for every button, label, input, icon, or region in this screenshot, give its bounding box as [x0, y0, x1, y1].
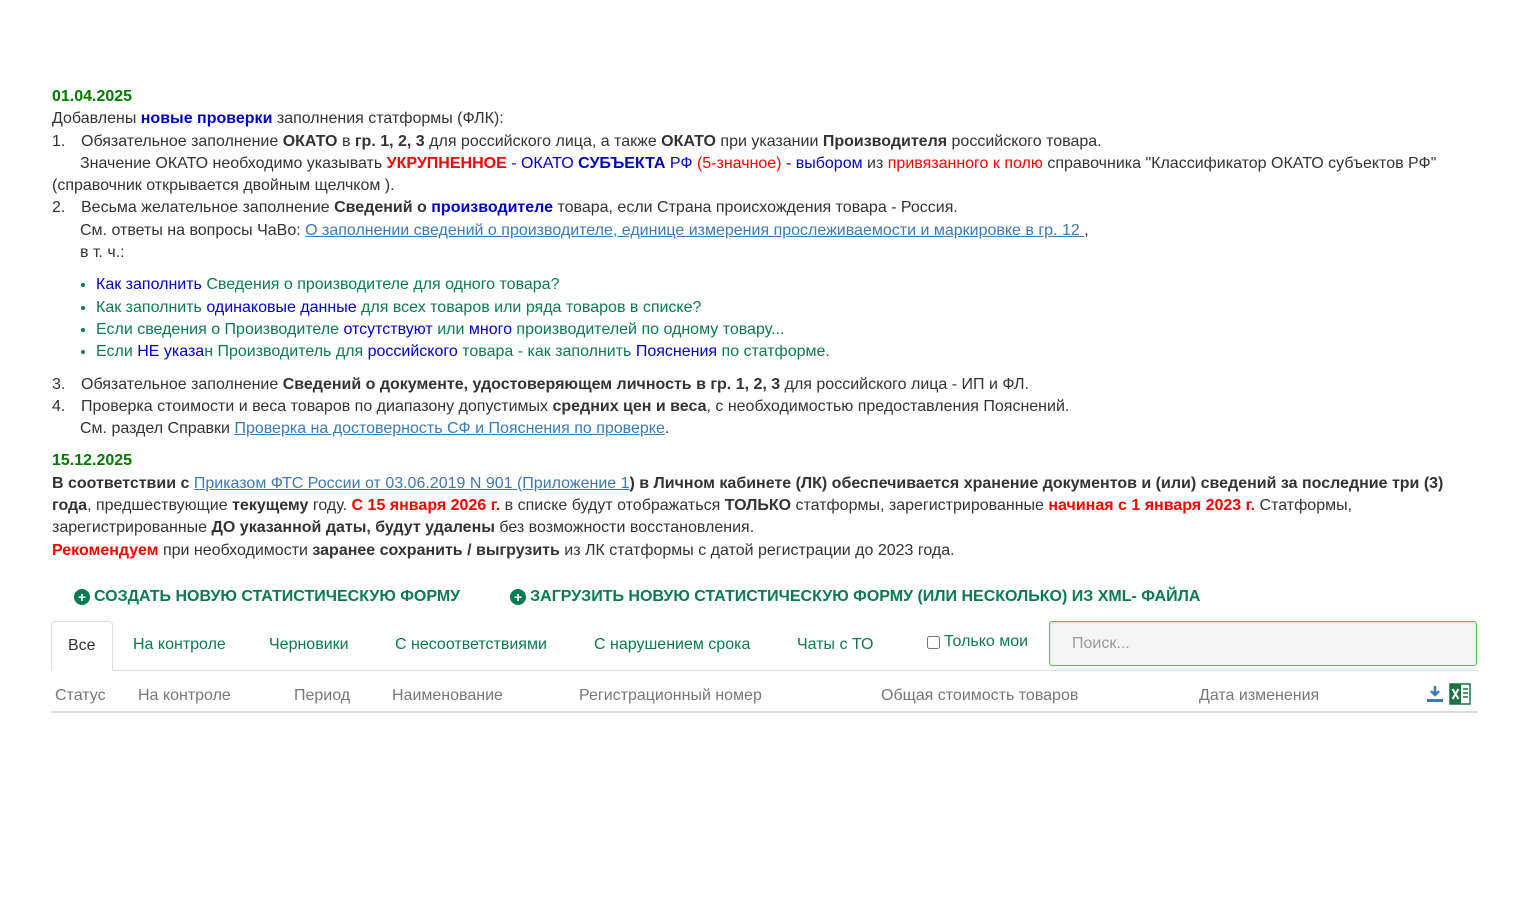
plus-circle-icon: +: [74, 589, 90, 605]
help-verification-link[interactable]: Проверка на достоверность СФ и Пояснения по проверке: [234, 420, 665, 438]
text: Производителя: [822, 132, 948, 150]
text: гр. 1, 2, 3: [354, 132, 425, 150]
text: Обязательное заполнение: [81, 375, 283, 393]
text: для всех товаров или ряда товаров в списке?: [356, 298, 702, 316]
text: российского товара.: [947, 132, 1102, 150]
text: российского: [367, 343, 458, 361]
text: из: [862, 154, 888, 172]
point-number: 3.: [52, 375, 66, 393]
text: Как заполнить: [96, 276, 202, 294]
text: , с необходимостью предоставления Пояснений.: [706, 397, 1070, 415]
point-number: 1.: [52, 132, 66, 150]
column-date-modified[interactable]: Дата изменения: [1199, 687, 1320, 704]
text: по статформе.: [717, 343, 830, 361]
text: С 15 января 2026 г.: [351, 497, 501, 515]
news-intro: [52, 108, 1482, 130]
news-recommendation: [52, 540, 1482, 562]
text: или: [432, 320, 469, 338]
text: привязанного к полю: [887, 154, 1043, 172]
text: РФ: [665, 154, 697, 172]
news-point-1-line2: [52, 153, 1482, 175]
tab-overdue[interactable]: С нарушением срока: [594, 636, 751, 653]
news-point-2: [52, 197, 1482, 219]
excel-export-icon[interactable]: [1449, 683, 1471, 705]
text: ТОЛЬКО: [724, 497, 792, 515]
column-name[interactable]: Наименование: [392, 687, 503, 704]
text: См. раздел Справки: [80, 420, 235, 438]
text: Сведений о: [334, 199, 432, 217]
faq-manufacturer-link[interactable]: О заполнении сведений о производителе, единице измерения прослеживаемости и маркировке в гр. 12: [305, 221, 1085, 239]
text: справочника "Классификатор ОКАТО субъектов РФ": [1042, 154, 1437, 172]
column-period[interactable]: Период: [294, 687, 351, 704]
text: из ЛК статформы с датой регистрации до 2023 года.: [559, 541, 955, 559]
text: Пояснения: [635, 343, 718, 361]
news-point-2-line2: [52, 220, 1482, 242]
text: ДО указанной даты, будут удалены: [211, 519, 495, 537]
text: средних цен и веса: [552, 397, 707, 415]
text: для российского лица - ИП и ФЛ.: [780, 375, 1029, 393]
column-reg-number[interactable]: Регистрационный номер: [579, 687, 762, 704]
text: много: [468, 320, 512, 338]
text: ОКАТО: [661, 132, 716, 150]
text: (5-значное): [696, 154, 782, 172]
text: отсутствуют: [343, 320, 433, 338]
only-mine-label: Только мои: [944, 633, 1029, 650]
text: В соответствии с: [52, 474, 194, 492]
text: ,: [1084, 221, 1089, 239]
text: товара - как заполнить: [457, 343, 636, 361]
column-total-cost[interactable]: Общая стоимость товаров: [881, 687, 1079, 704]
text: УКРУПНЕННОЕ: [386, 154, 507, 172]
point-number: 2.: [52, 199, 66, 217]
list-item: [96, 274, 1482, 296]
point-number: 4.: [52, 397, 66, 415]
text: Как заполнить: [96, 298, 207, 316]
only-mine-filter[interactable]: [927, 633, 1028, 651]
text: Весьма желательное заполнение: [81, 199, 335, 217]
text: - ОКАТО: [506, 154, 579, 172]
tab-all[interactable]: Все: [51, 621, 113, 671]
text: без возможности восстановления.: [494, 519, 755, 537]
text: и (или) сведений за последние: [1136, 474, 1392, 492]
create-form-button[interactable]: [74, 588, 460, 606]
text: Рекомендуем: [52, 541, 159, 559]
text: Добавлены: [52, 110, 141, 128]
text: три (3) года: [52, 474, 1444, 515]
news-section: [52, 86, 1482, 562]
column-on-control[interactable]: На контроле: [138, 687, 231, 704]
text: в списке будут отображаться: [500, 497, 725, 515]
news-point-1-line3: (справочник открывается двойным щелчком ).: [52, 177, 395, 195]
text: новые проверки: [140, 110, 273, 128]
text: См. ответы на вопросы ЧаВо:: [80, 221, 306, 239]
text: Если сведения о Производителе: [96, 320, 344, 338]
text: одинаковые данные: [206, 298, 357, 316]
tab-chats[interactable]: Чаты с ТО: [797, 636, 874, 653]
faq-bullet-list: [52, 274, 1482, 363]
news-point-2-line3: в т. ч.:: [80, 244, 125, 262]
filter-tabs-bar: [51, 621, 1478, 671]
only-mine-checkbox[interactable]: [927, 636, 940, 649]
news-point-4-line2: [52, 418, 1482, 440]
plus-circle-icon: +: [510, 589, 526, 605]
text: статформы, зарегистрированные: [791, 497, 1049, 515]
news-date: 01.04.2025: [52, 88, 133, 105]
text: Если: [96, 343, 138, 361]
text: для российского лица, а также: [424, 132, 662, 150]
download-icon[interactable]: [1426, 684, 1444, 704]
action-bar: [74, 588, 1200, 606]
create-form-label: СОЗДАТЬ НОВУЮ СТАТИСТИЧЕСКУЮ ФОРМУ: [94, 588, 461, 605]
text: СУБЪЕКТА: [578, 154, 666, 172]
tab-with-discrepancies[interactable]: С несоответствиями: [395, 636, 547, 653]
news-point-1: [52, 131, 1482, 153]
text: ОКАТО: [282, 132, 338, 150]
list-item: [96, 341, 1482, 363]
text: начиная с 1 января 2023 г.: [1048, 497, 1256, 515]
news-date: 15.12.2025: [52, 452, 133, 470]
text: ) в Личном кабинете (ЛК) обеспечивается: [629, 474, 964, 492]
upload-xml-label: ЗАГРУЗИТЬ НОВУЮ СТАТИСТИЧЕСКУЮ ФОРМУ (ИЛИ НЕСКОЛЬКО) ИЗ XML- ФАЙЛА: [530, 588, 1201, 605]
upload-xml-button[interactable]: [510, 588, 1200, 606]
text: заранее сохранить / выгрузить: [312, 541, 560, 559]
tab-drafts[interactable]: Черновики: [269, 636, 349, 653]
tab-on-control[interactable]: На контроле: [133, 636, 226, 653]
text: текущему: [232, 497, 309, 515]
text: Значение ОКАТО необходимо указывать: [80, 154, 387, 172]
text: в: [337, 132, 355, 150]
text: при необходимости: [158, 541, 313, 559]
fts-order-link[interactable]: Приказом ФТС России от 03.06.2019 N 901 (Приложение 1: [193, 474, 630, 492]
text: хранение документов: [963, 474, 1137, 492]
text: н Производитель для: [204, 343, 368, 361]
news-point-4: [52, 396, 1482, 418]
column-status[interactable]: Статус: [55, 687, 106, 704]
text: .: [664, 420, 670, 438]
text: Сведений о документе, удостоверяющем личность в гр. 1, 2, 3: [282, 375, 781, 393]
text: товара, если Страна происхождения товара - Россия.: [553, 199, 958, 217]
text: Статформы, зарегистрированные: [52, 497, 1353, 537]
text: заполнения статформы (ФЛК):: [272, 110, 504, 128]
text: Проверка стоимости и веса товаров по диапазону допустимых: [81, 397, 553, 415]
search-input[interactable]: [1049, 621, 1477, 666]
text: Сведения о производителе для одного товара?: [201, 276, 560, 294]
text: - выбором: [781, 154, 863, 172]
news-point-3: [52, 374, 1482, 396]
text: производителей по одному товару...: [511, 320, 785, 338]
text: НЕ указа: [137, 343, 205, 361]
list-item: [96, 297, 1482, 319]
text: производителе: [431, 199, 554, 217]
text: , предшествующие: [87, 497, 233, 515]
news-storage-notice: [52, 473, 1482, 540]
text: при указании: [715, 132, 823, 150]
text: году.: [308, 497, 352, 515]
text: Обязательное заполнение: [81, 132, 283, 150]
table-header: [51, 682, 1478, 713]
list-item: [96, 319, 1482, 341]
